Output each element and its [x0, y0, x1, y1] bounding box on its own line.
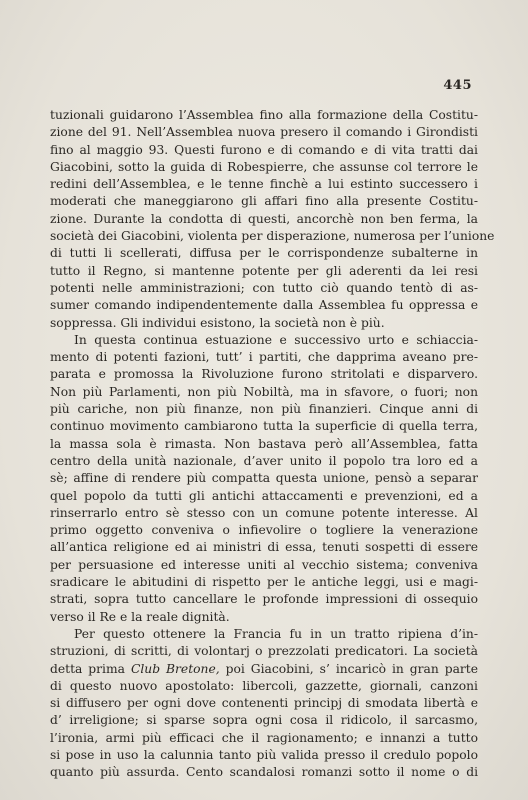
text-line: soppressa. Gli individui esistono, la società non è più.: [50, 315, 385, 330]
text-line: Non più Parlamenti, non più Nobiltà, ma in sfavore, o fuori; non: [50, 384, 478, 399]
text-line: zione. Durante la condotta di questi, ancorchè non ben ferma, la: [50, 211, 478, 226]
text-line: mento di potenti fazioni, tutt’ i partiti, che dapprima aveano pre-: [50, 350, 478, 365]
text-line: d’ irreligione; si sparse sopra ogni cosa il ridicolo, il sarcasmo,: [50, 713, 478, 728]
text-line: di tutti li scellerati, diffusa per le corrispondenze subalterne in: [50, 246, 478, 261]
text-line: moderati che maneggiarono gli affari fino alla presente Costitu-: [50, 194, 478, 209]
italic-term: Club Bretone,: [130, 661, 220, 676]
text-line: Giacobini, sotto la guida di Robespierre, che assunse col terrore le: [50, 159, 478, 174]
text-line: continuo movimento cambiarono tutta la superficie di quella terra,: [50, 419, 478, 434]
text-line: In questa continua estuazione e successivo urto e schiaccia-: [74, 332, 478, 347]
text-line: verso il Re e la reale dignità.: [50, 609, 230, 624]
text-line: si diffusero per ogni dove contenenti principj di smodata libertà e: [50, 696, 478, 711]
text-line: parata e promossa la Rivoluzione furono stritolati e disparvero.: [50, 367, 478, 382]
text-line: zione del 91. Nell’Assemblea nuova presero il comando i Girondisti: [50, 125, 478, 140]
text-line: tutto il Regno, si mantenne potente per gli aderenti da lei resi: [50, 263, 478, 278]
text-line: primo oggetto conveniva o infievolire o togliere la venerazione: [50, 523, 478, 538]
text-line: quanto più assurda. Cento scandalosi romanzi sotto il nome o di: [50, 765, 478, 780]
text-line: tuzionali guidarono l’Assemblea fino alla formazione della Costitu-: [50, 108, 478, 122]
text-line: struzioni, di scritti, di volontarj o prezzolati predicatori. La società: [50, 644, 478, 659]
body-text: [50, 107, 495, 782]
page-number: 445: [443, 78, 472, 93]
text-line: Per questo ottenere la Francia fu in un tratto ripiena d’in-: [74, 626, 478, 641]
text-line: all’antica religione ed ai ministri di essa, tenuti sospetti di essere: [50, 540, 478, 555]
text-line: sè; affine di rendere più compatta questa unione, pensò a separar: [50, 471, 478, 486]
text-line: quel popolo da tutti gli antichi attaccamenti e prevenzioni, ed a: [50, 488, 478, 503]
text-line: sumer comando indipendentemente dalla Assemblea fu oppressa e: [50, 298, 478, 313]
text-line: sradicare le abitudini di rispetto per le antiche leggi, usi e magi-: [50, 575, 478, 590]
text-line: potenti nelle amministrazioni; con tutto ciò quando tentò di as-: [50, 280, 478, 295]
text-line: fino al maggio 93. Questi furono e di comando e di vita tratti dai: [50, 142, 478, 157]
text-line: più cariche, non più finanze, non più finanzieri. Cinque anni di: [50, 402, 478, 417]
text-line: rinserrarlo entro sè stesso con un comune potente interesse. Al: [50, 505, 478, 520]
text-line: detta prima Club Bretone, poi Giacobini, s’ incaricò in gran parte: [50, 661, 479, 676]
text-line: per persuasione ed interesse uniti al vecchio sistema; conveniva: [50, 557, 478, 572]
text-line: la massa sola è rimasta. Non bastava però all’Assemblea, fatta: [50, 436, 478, 451]
text-line: di questo nuovo apostolato: libercoli, gazzette, giornali, canzoni: [50, 678, 478, 693]
text-line: strati, sopra tutto cancellare le profonde impressioni di ossequio: [50, 592, 478, 607]
text-line: l’ironia, armi più efficaci che il ragionamento; e innanzi a tutto: [50, 730, 478, 745]
text-line: si pose in uso la calunnia tanto più valida presso il credulo popolo: [50, 747, 478, 762]
text-line: centro della unità nazionale, d’aver unito il popolo tra loro ed a: [50, 453, 478, 468]
text-line: redini dell’Assemblea, e le tenne finchè a lui estinto successero i: [50, 177, 478, 192]
text-line: società dei Giacobini, violenta per disperazione, numerosa per l’unione: [50, 229, 495, 244]
